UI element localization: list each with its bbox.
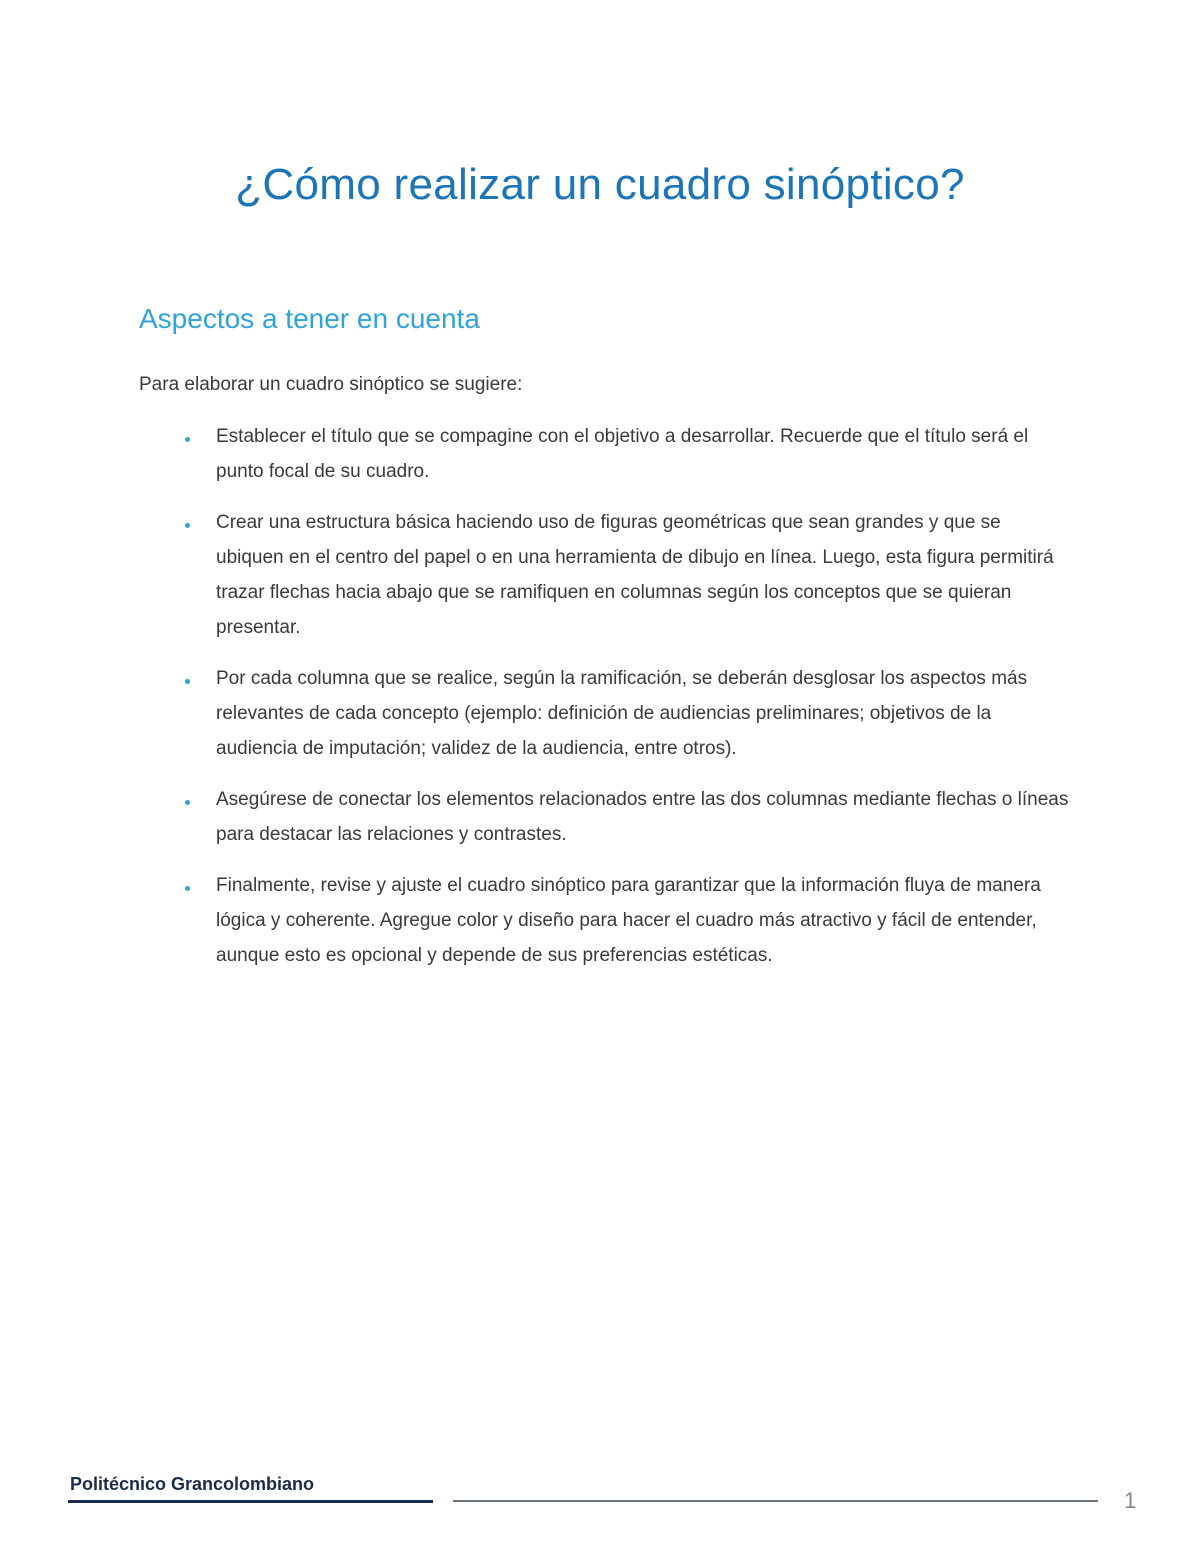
bullet-dot-icon	[185, 437, 190, 442]
bullet-dot-icon	[185, 800, 190, 805]
list-item-text: Establecer el título que se compagine con el objetivo a desarrollar. Recuerde que el título será el punto focal de su cuadro.	[216, 426, 1029, 482]
list-item	[183, 661, 1073, 766]
page-title: ¿Cómo realizar un cuadro sinóptico?	[235, 160, 965, 209]
list-item	[183, 419, 1073, 489]
list-item	[183, 782, 1073, 852]
bullet-dot-icon	[185, 679, 190, 684]
list-item-text: Finalmente, revise y ajuste el cuadro sinóptico para garantizar que la información fluya de manera lógica y coherente. Agregue color y diseño para hacer el cuadro más atractivo y fácil de entender, aunque esto es opcional y depende de sus preferencias estéticas.	[216, 875, 1041, 966]
list-item-text: Crear una estructura básica haciendo uso de figuras geométricas que sean grandes y que se ubiquen en el centro del papel o en una herramienta de dibujo en línea. Luego, esta figura permitirá trazar flechas hacia abajo que se ramifiquen en columnas según los conceptos que se quieran presentar.	[216, 512, 1054, 638]
footer-brand: Politécnico Grancolombiano	[70, 1474, 315, 1494]
footer-divider-left	[68, 1500, 433, 1503]
page-number: 1	[1124, 1488, 1137, 1513]
bullet-list	[183, 419, 1073, 989]
section-heading: Aspectos a tener en cuenta	[139, 303, 480, 334]
intro-paragraph: Para elaborar un cuadro sinóptico se sugiere:	[139, 374, 523, 395]
list-item	[183, 868, 1073, 973]
list-item-text: Asegúrese de conectar los elementos relacionados entre las dos columnas mediante flechas o líneas para destacar las relaciones y contrastes.	[216, 789, 1069, 845]
list-item-text: Por cada columna que se realice, según la ramificación, se deberán desglosar los aspectos más relevantes de cada concepto (ejemplo: definición de audiencias preliminares; objetivos de la audiencia de imputación; validez de la audiencia, entre otros).	[216, 668, 1028, 759]
list-item	[183, 505, 1073, 645]
bullet-dot-icon	[185, 886, 190, 891]
bullet-dot-icon	[185, 523, 190, 528]
footer-divider-right	[453, 1500, 1098, 1502]
